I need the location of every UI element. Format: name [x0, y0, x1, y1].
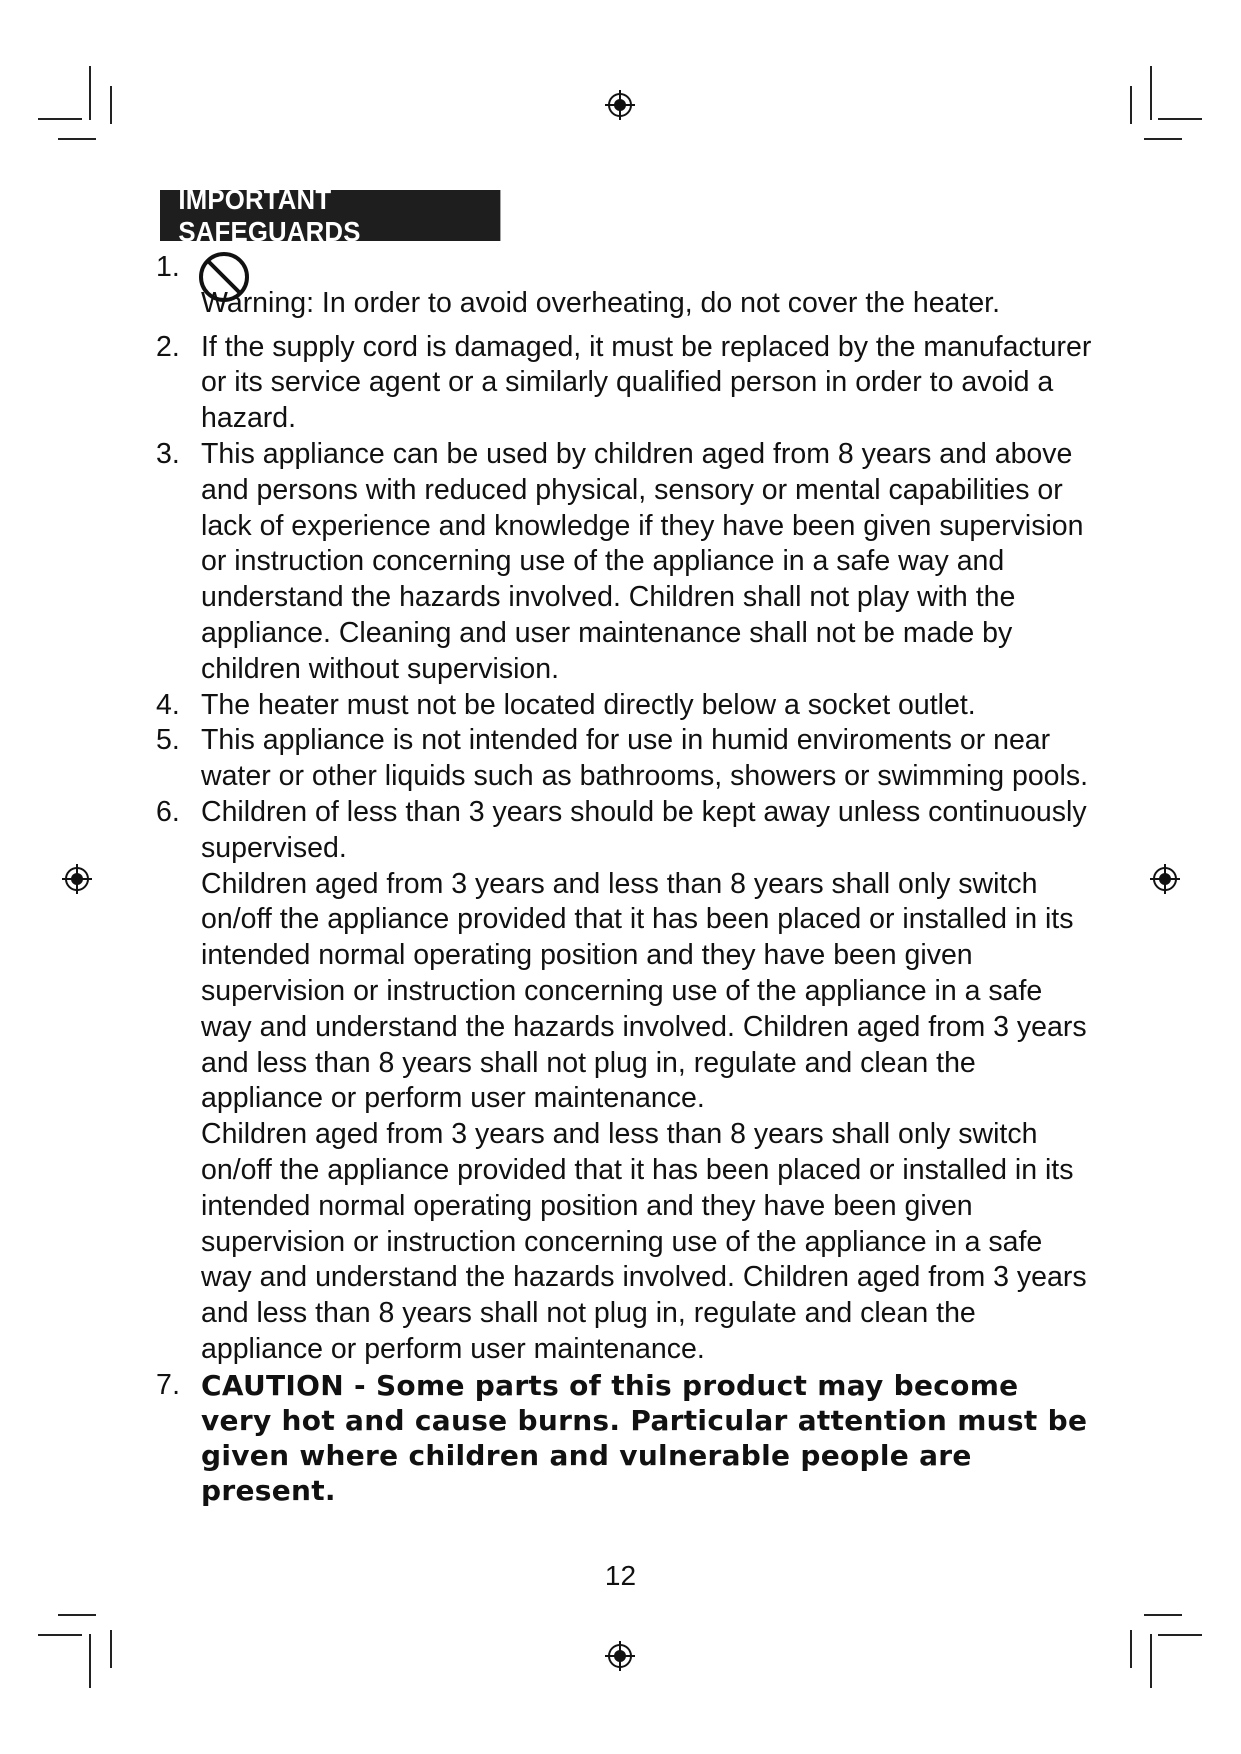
caution-text: CAUTION - Some parts of this product may become very hot and cause burns. Particular attention must be given where children and vulnerable people are present. — [201, 1368, 1088, 1507]
list-item — [156, 723, 1096, 795]
item-text: Children aged from 3 years and less than 8 years shall only switch on/off the appliance provided that it has been placed or installed in its intended normal operating position and they have been given supervision or instruction concerning use of the appliance in a safe way and understand the hazards involved. Children aged from 3 years and less than 8 years shall not plug in, regulate and clean the appliance or perform user maintenance. — [201, 1118, 1087, 1365]
crop-mark — [1158, 118, 1202, 120]
list-item — [156, 688, 1096, 724]
crop-mark — [58, 138, 96, 140]
crop-mark — [1144, 138, 1182, 140]
crosshair-registration-icon — [604, 89, 636, 121]
list-item — [156, 795, 1096, 1368]
crosshair-registration-icon — [1149, 863, 1181, 895]
crop-mark — [1158, 1634, 1202, 1636]
item-text: This appliance is not intended for use in humid enviroments or near water or other liquids such as bathrooms, showers or swimming pools. — [201, 724, 1089, 793]
item-number: 7. — [156, 1368, 181, 1401]
crop-mark — [89, 1634, 91, 1688]
section-title: IMPORTANT SAFEGUARDS — [178, 183, 361, 247]
crop-mark — [38, 1634, 82, 1636]
item-text: Warning: In order to avoid overheating, do not cover the heater. — [201, 286, 1001, 319]
list-item — [156, 330, 1096, 437]
item-number: 4. — [156, 688, 180, 721]
list-item — [156, 1368, 1096, 1508]
crosshair-registration-icon — [61, 863, 93, 895]
crop-mark — [1130, 86, 1132, 124]
list-item — [156, 437, 1096, 688]
section-header — [160, 183, 500, 247]
item-text: This appliance can be used by children aged from 8 years and above and persons with reduced physical, sensory or mental capabilities or lack of experience and knowledge if they have been given supervision or instruction concerning use of the appliance in a safe way and understand the hazards involved. Children shall not play with the appliance. Cleaning and user maintenance shall not be made by children without supervision. — [201, 437, 1084, 685]
safeguards-list — [156, 250, 1096, 1508]
crop-mark — [1144, 1614, 1182, 1616]
crosshair-registration-icon — [604, 1640, 636, 1672]
item-number: 3. — [156, 437, 180, 470]
crop-mark — [1150, 66, 1152, 120]
item-text: If the supply cord is damaged, it must be replaced by the manufacturer or its service agent or a similarly qualified person in order to avoid a hazard. — [201, 330, 1092, 435]
crop-mark — [110, 1630, 112, 1668]
crop-mark — [58, 1614, 96, 1616]
item-text: The heater must not be located directly below a socket outlet. — [201, 688, 976, 721]
item-number: 1. — [156, 251, 180, 283]
crop-mark — [1150, 1634, 1152, 1688]
crop-mark — [1130, 1630, 1132, 1668]
crop-mark — [110, 86, 112, 124]
page-number: 12 — [604, 1560, 637, 1591]
item-number: 2. — [156, 330, 180, 363]
crop-mark — [38, 118, 82, 120]
item-text: Children aged from 3 years and less than 8 years shall only switch on/off the appliance provided that it has been placed or installed in its intended normal operating position and they have been given supervision or instruction concerning use of the appliance in a safe way and understand the hazards involved. Children aged from 3 years and less than 8 years shall not plug in, regulate and clean the appliance or perform user maintenance. — [201, 867, 1087, 1115]
crop-mark — [89, 66, 91, 120]
list-item — [156, 250, 1096, 322]
item-number: 6. — [156, 795, 180, 828]
item-number: 5. — [156, 724, 180, 757]
item-text: Children of less than 3 years should be kept away unless continuously supervised. — [201, 795, 1087, 864]
